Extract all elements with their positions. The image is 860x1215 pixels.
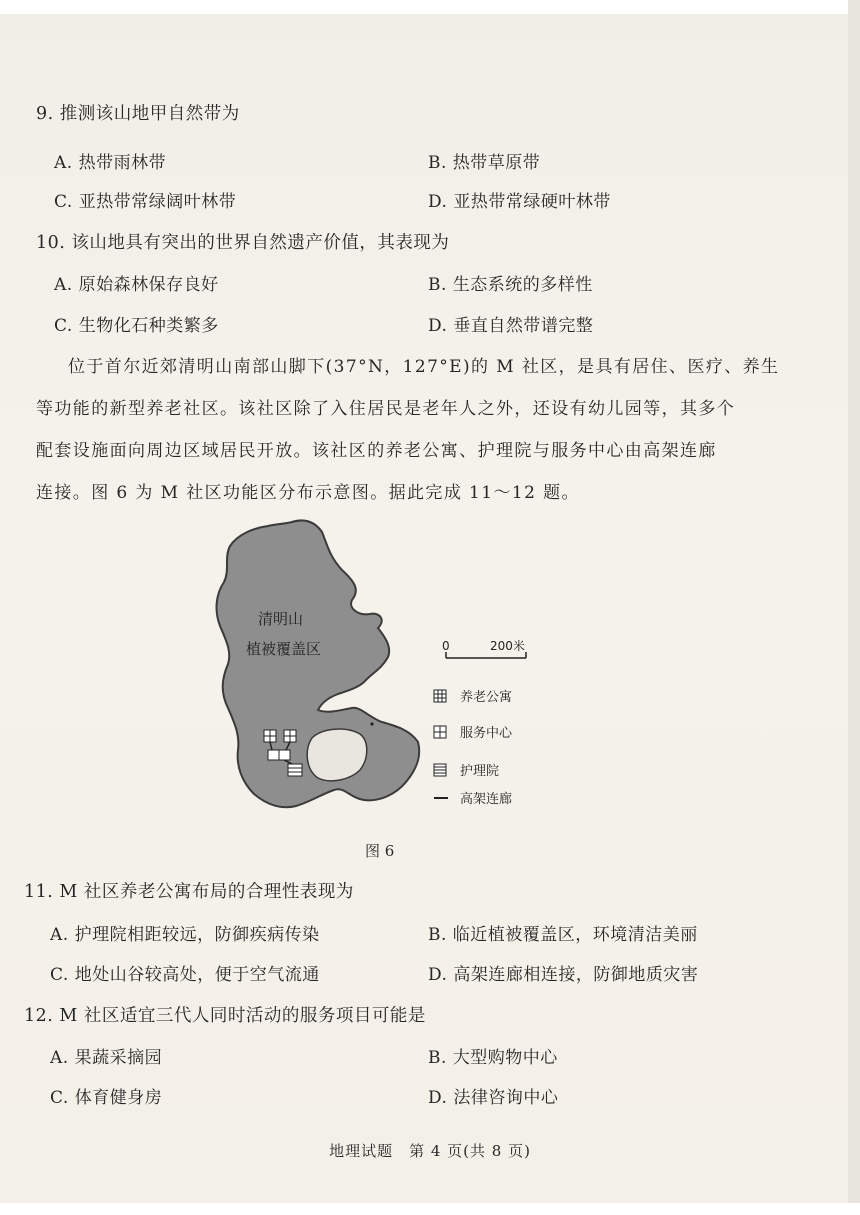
figure-caption: 图 6	[365, 842, 395, 860]
question-9-stem: 9. 推测该山地甲自然带为	[36, 104, 240, 124]
passage-line-1: 位于首尔近郊清明山南部山脚下(37°N，127°E)的 M 社区，是具有居住、医疗、养生	[68, 357, 780, 377]
map-label-qingming-mountain: 清明山	[258, 610, 304, 628]
question-10-stem: 10. 该山地具有突出的世界自然遗产价值，其表现为	[36, 233, 450, 253]
nursing-home-building	[288, 764, 302, 776]
scan-top-edge	[0, 0, 860, 14]
legend-nursing-home-icon	[434, 764, 446, 776]
scale-label-zero: 0	[442, 639, 450, 653]
apartment-building-right	[284, 730, 296, 742]
passage-line-4: 连接。图 6 为 M 社区功能区分布示意图。据此完成 11～12 题。	[36, 483, 580, 503]
legend-service-center-icon	[434, 726, 446, 738]
question-11-option-a: A. 护理院相距较远，防御疾病传染	[50, 925, 320, 945]
question-11-option-b: B. 临近植被覆盖区，环境清洁美丽	[428, 925, 698, 945]
question-9-option-d: D. 亚热带常绿硬叶林带	[428, 192, 611, 212]
question-10-option-c: C. 生物化石种类繁多	[54, 316, 219, 336]
question-10-option-a: A. 原始森林保存良好	[54, 275, 219, 295]
page-footer: 地理试题 第 4 页(共 8 页)	[329, 1142, 531, 1160]
question-12-option-a: A. 果蔬采摘园	[50, 1048, 163, 1068]
question-9-option-c: C. 亚热带常绿阔叶林带	[54, 192, 237, 212]
question-9-option-b: B. 热带草原带	[428, 153, 541, 173]
legend-apartment-icon	[434, 690, 446, 702]
question-12-option-c: C. 体育健身房	[50, 1088, 163, 1108]
question-10-option-d: D. 垂直自然带谱完整	[428, 316, 594, 336]
question-11-option-c: C. 地处山谷较高处，便于空气流通	[50, 965, 320, 985]
map-label-vegetation-cover: 植被覆盖区	[246, 640, 322, 658]
passage-line-2: 等功能的新型养老社区。该社区除了入住居民是老年人之外，还设有幼儿园等，其多个	[36, 399, 736, 419]
apartment-building-left	[264, 730, 276, 742]
scan-right-edge	[848, 0, 860, 1215]
legend-corridor-label: 高架连廊	[460, 792, 513, 807]
question-11-option-d: D. 高架连廊相连接，防御地质灾害	[428, 965, 699, 985]
question-12-option-d: D. 法律咨询中心	[428, 1088, 559, 1108]
scan-bottom-edge	[0, 1203, 860, 1215]
question-9-option-a: A. 热带雨林带	[54, 153, 167, 173]
community-map-figure	[210, 512, 550, 832]
passage-line-3: 配套设施面向周边区域居民开放。该社区的养老公寓、护理院与服务中心由高架连廊	[36, 441, 717, 461]
question-11-stem: 11. M 社区养老公寓布局的合理性表现为	[24, 882, 354, 902]
question-12-stem: 12. M 社区适宜三代人同时活动的服务项目可能是	[24, 1006, 426, 1026]
scale-label-200m: 200米	[490, 639, 525, 653]
legend-apartment-label: 养老公寓	[460, 690, 513, 705]
question-12-option-b: B. 大型购物中心	[428, 1048, 558, 1068]
legend-service-center-label: 服务中心	[460, 726, 513, 741]
map-dot	[370, 722, 373, 725]
question-10-option-b: B. 生态系统的多样性	[428, 275, 593, 295]
service-center-building	[268, 750, 290, 760]
legend-nursing-home-label: 护理院	[460, 764, 500, 779]
